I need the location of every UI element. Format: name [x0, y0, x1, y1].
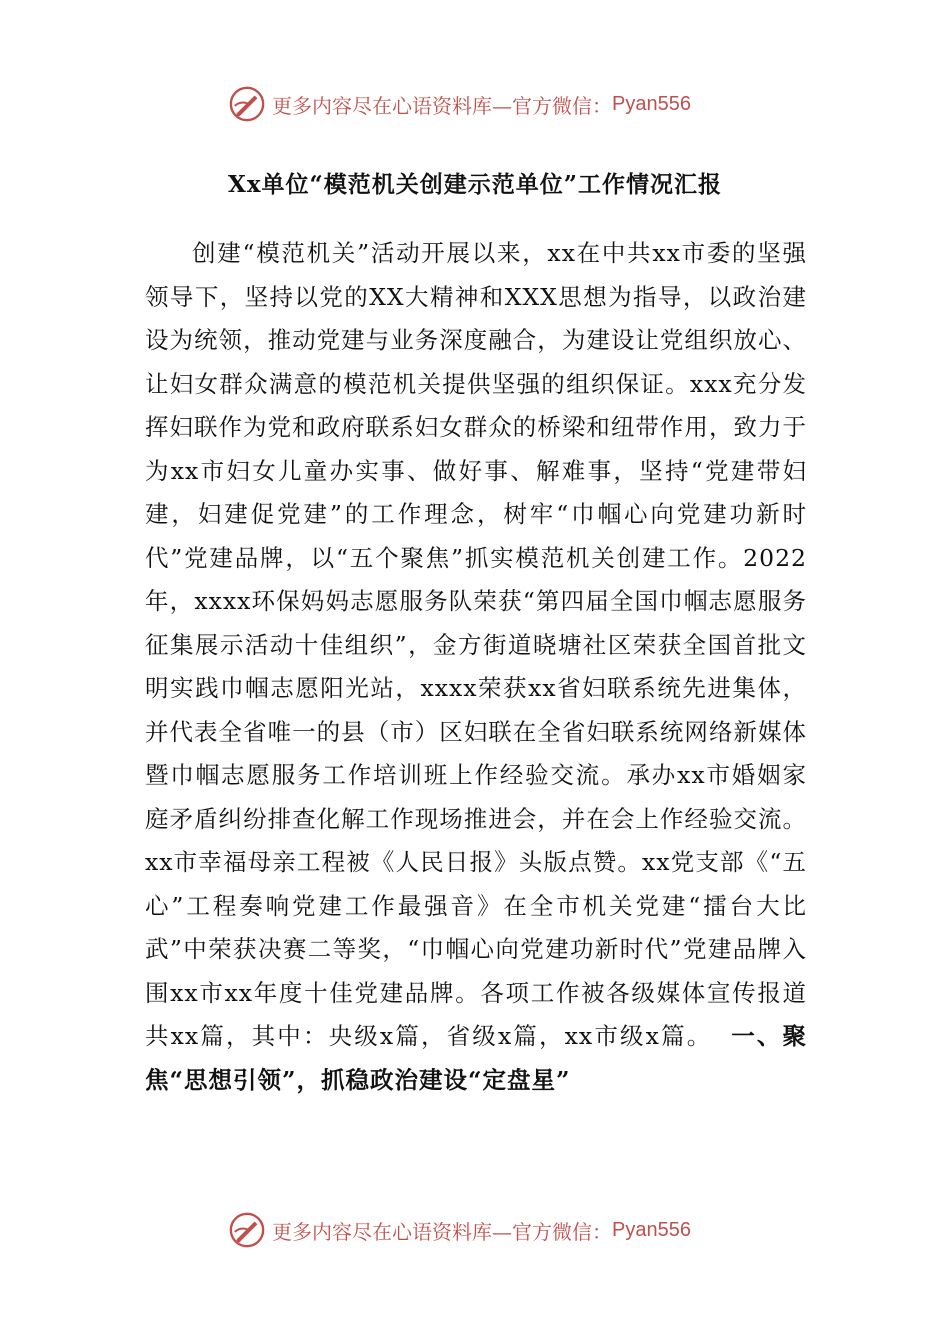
watermark-header: [228, 84, 691, 124]
pen-logo-icon: [228, 1211, 266, 1249]
watermark-wechat-id: Pyan556: [612, 92, 691, 115]
pen-logo-icon: [228, 85, 266, 123]
paragraph-text: 创建“模范机关”活动开展以来，xx在中共xx市委的坚强领导下，坚持以党的XX大精神和XXX思想为指导，以政治建设为统领，推动党建与业务深度融合，为建设让党组织放心、让妇女群众满意的模范机关提供坚强的组织保证。xxx充分发挥妇联作为党和政府联系妇女群众的桥梁和纽带作用，致力于为xx市妇女儿童办实事、做好事、解难事，坚持“党建带妇建，妇建促党建”的工作理念，树牢“巾帼心向党建功新时代”党建品牌，以“五个聚焦”抓实模范机关创建工作。2022年，xxxx环保妈妈志愿服务队荣获“第四届全国巾帼志愿服务征集展示活动十佳组织”，金方街道晓塘社区荣获全国首批文明实践巾帼志愿阳光站，xxxx荣获xx省妇联系统先进集体，并代表全省唯一的县（市）区妇联在全省妇联系统网络新媒体暨巾帼志愿服务工作培训班上作经验交流。承办xx市婚姻家庭矛盾纠纷排查化解工作现场推进会，并在会上作经验交流。xx市幸福母亲工程被《人民日报》头版点赞。xx党支部《“五心”工程奏响党建工作最强音》在全市机关党建“擂台大比武”中荣获决赛二等奖，“巾帼心向党建功新时代”党建品牌入围xx市xx年度十佳党建品牌。各项工作被各级媒体宣传报道共xx篇，其中：央级x篇，省级x篇，xx市级x篇。: [145, 239, 807, 1050]
document-title: Xx单位“模范机关创建示范单位”工作情况汇报: [227, 171, 723, 198]
body-paragraph: [145, 232, 807, 1102]
document-body: [145, 232, 807, 1102]
watermark-wechat-id: Pyan556: [612, 1218, 691, 1241]
section-heading: 一、聚焦“思想引领”，抓稳政治建设“定盘星”: [145, 1022, 808, 1094]
watermark-text: 更多内容尽在心语资料库—官方微信：: [272, 93, 612, 118]
watermark-footer: [228, 1210, 691, 1250]
watermark-text: 更多内容尽在心语资料库—官方微信：: [272, 1219, 612, 1244]
